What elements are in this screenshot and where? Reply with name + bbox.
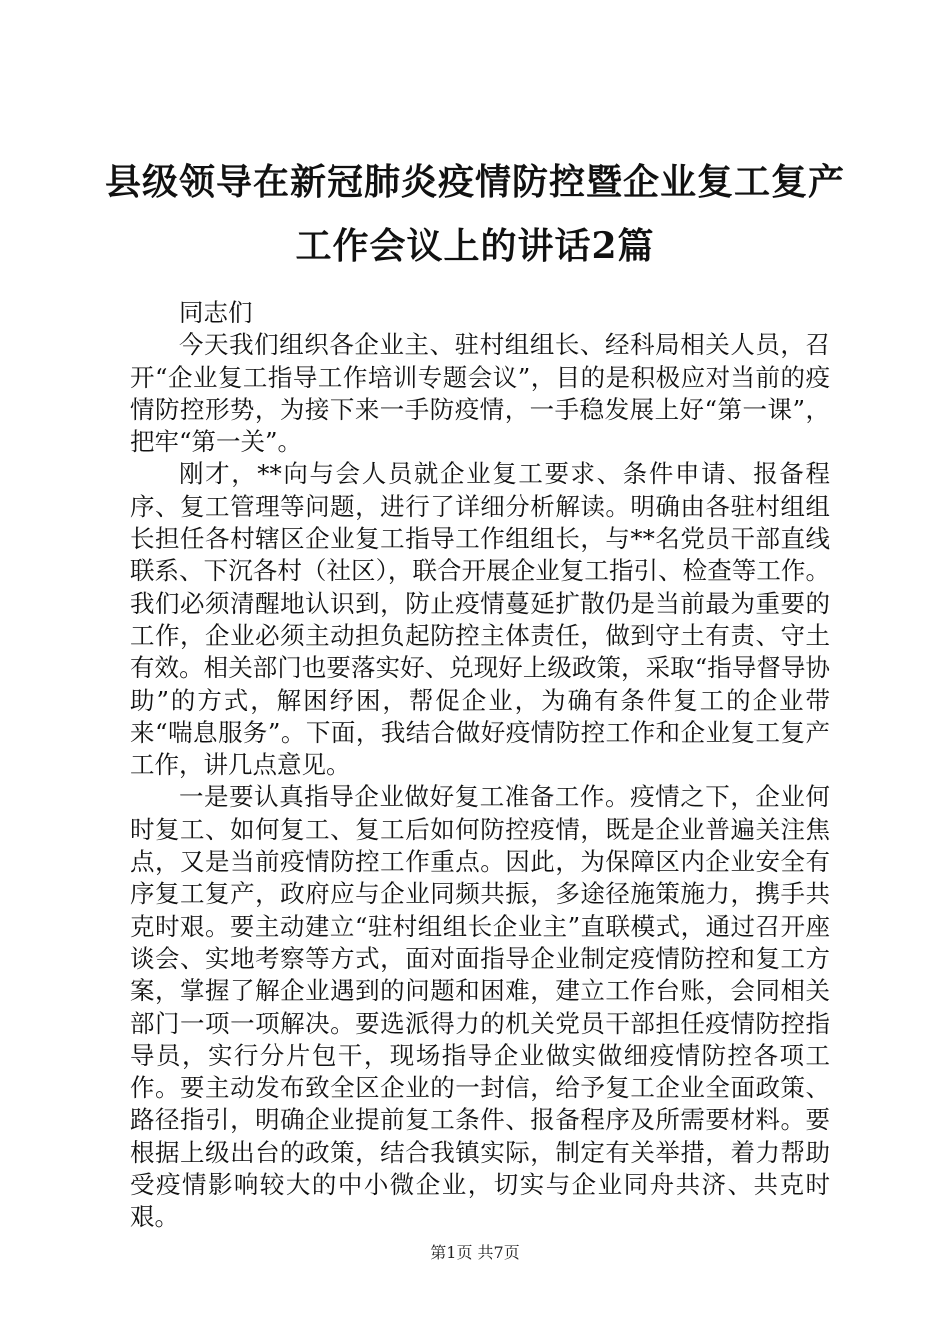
paragraph-2: 刚才，**向与会人员就企业复工要求、条件申请、报备程序、复工管理等问题，进行了详细分析解读。明确由各驻村组组长担任各村辖区企业复工指导工作组组长，与**名党员干部直线联系、下沉各村（社区），联合开展企业复工指引、检查等工作。我们必须清醒地认识到，防止疫情蔓延扩散仍是当前最为重要的工作，企业必须主动担负起防控主体责任，做到守土有责、守土有效。相关部门也要落实好、兑现好上级政策，采取“指导督导协助”的方式，解困纾困，帮促企业，为确有条件复工的企业带来“喘息服务”。下面，我结合做好疫情防控工作和企业复工复产工作，讲几点意见。: [130, 459, 830, 780]
document-body: [130, 297, 830, 1234]
page-number-footer: 第1页 共7页: [430, 1243, 520, 1262]
salutation: 同志们: [179, 298, 253, 327]
document-title-line-1: 县级领导在新冠肺炎疫情防控暨企业复工复产: [104, 161, 845, 203]
document-title-line-2: 工作会议上的讲话2篇: [295, 225, 655, 267]
paragraph-1: 今天我们组织各企业主、驻村组组长、经科局相关人员，召开“企业复工指导工作培训专题会议”，目的是积极应对当前的疫情防控形势，为接下来一手防疫情，一手稳发展上好“第一课”，把牢“第一关”。: [130, 330, 830, 457]
paragraph-3: 一是要认真指导企业做好复工准备工作。疫情之下，企业何时复工、如何复工、复工后如何防控疫情，既是企业普遍关注焦点，又是当前疫情防控工作重点。因此，为保障区内企业安全有序复工复产，政府应与企业同频共振，多途径施策施力，携手共克时艰。要主动建立“驻村组组长企业主”直联模式，通过召开座谈会、实地考察等方式，面对面指导企业制定疫情防控和复工方案，掌握了解企业遇到的问题和困难，建立工作台账，会同相关部门一项一项解决。要选派得力的机关党员干部担任疫情防控指导员，实行分片包干，现场指导企业做实做细疫情防控各项工作。要主动发布致全区企业的一封信，给予复工企业全面政策、路径指引，明确企业提前复工条件、报备程序及所需要材料。要根据上级出台的政策，结合我镇实际，制定有关举措，着力帮助受疫情影响较大的中小微企业，切实与企业同舟共济、共克时艰。: [130, 782, 830, 1232]
